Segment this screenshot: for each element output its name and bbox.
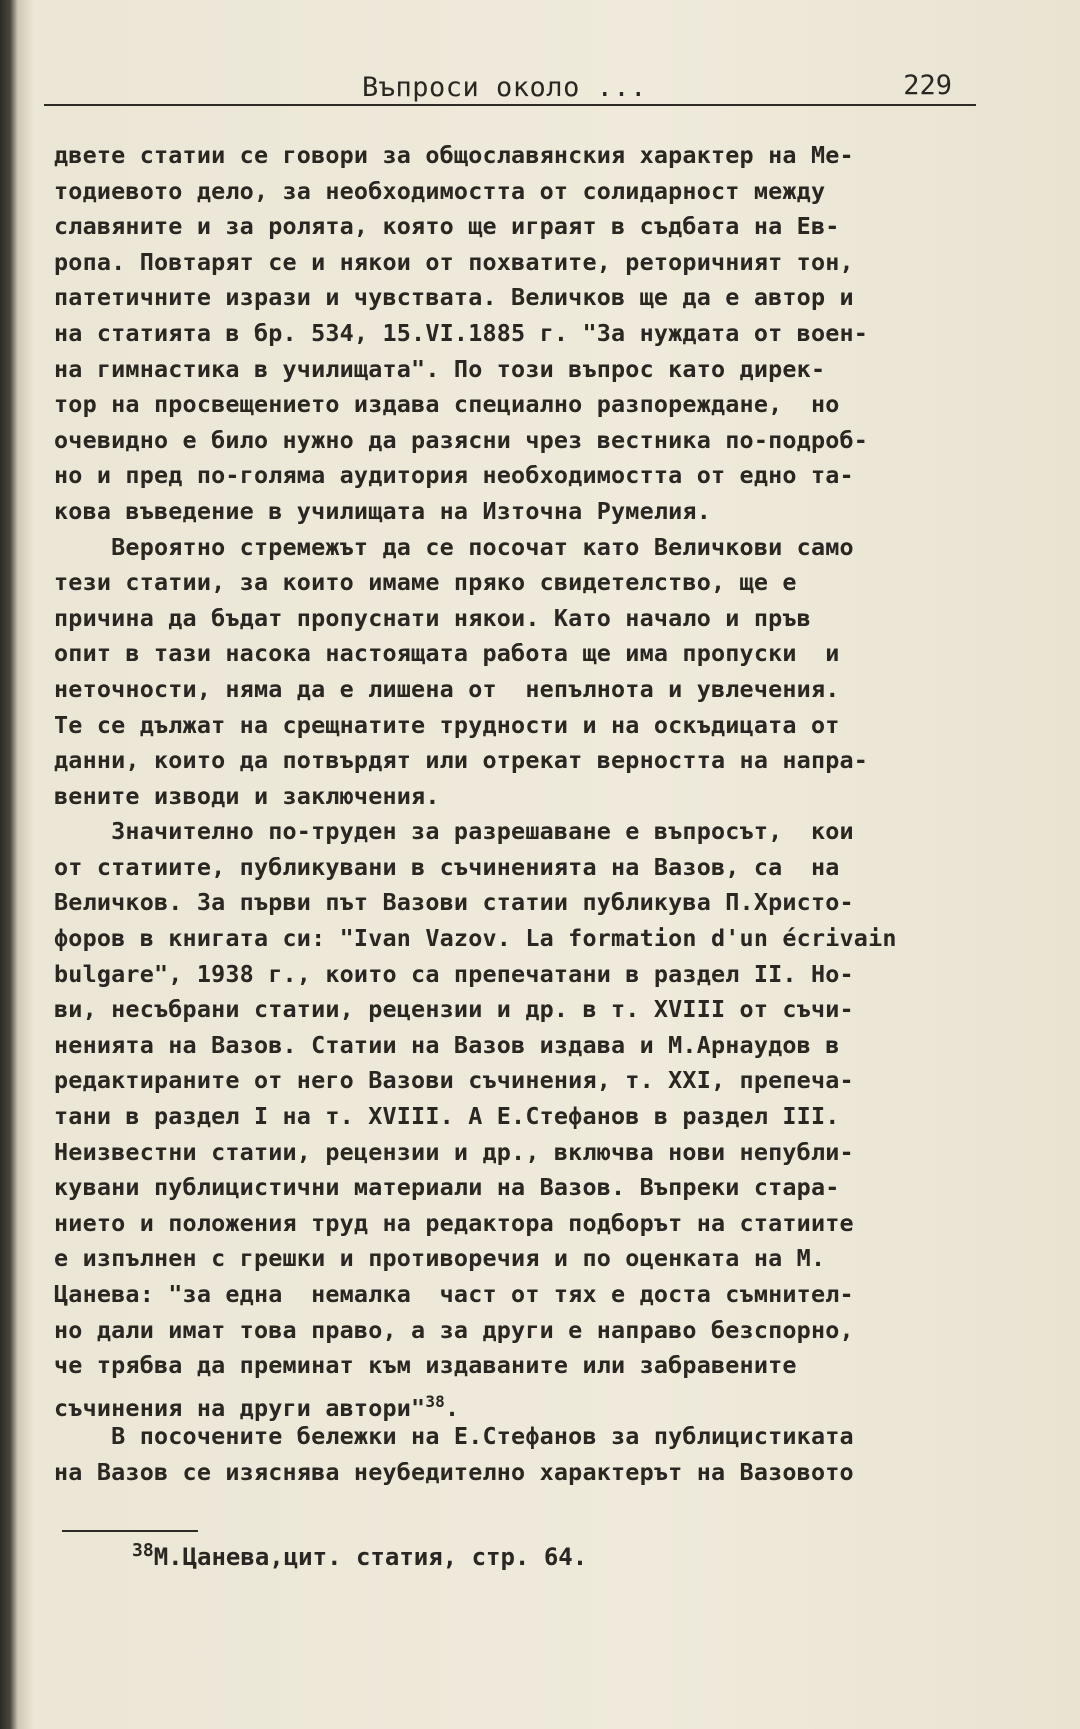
running-title: Въпроси около ... <box>362 72 647 103</box>
text-line: данни, които да потвърдят или отрекат верността на напра- <box>54 746 869 775</box>
text-line: форов в книгата си: "Ivan Vazov. La formation d'un écrivain <box>54 924 897 953</box>
page-number: 229 <box>903 70 952 101</box>
text-line: Вероятно стремежът да се посочат като Величкови само <box>54 532 854 561</box>
text-line: тези статии, за които имаме пряко свидетелство, ще е <box>54 568 797 597</box>
text-line: тор на просвещението издава специално разпореждане, но <box>54 390 840 419</box>
text-line: неточности, няма да е лишена от непълнота и увлечения. <box>54 674 840 703</box>
footnote-divider <box>62 1530 198 1532</box>
text-line: тани в раздел I на т. XVIII. А Е.Стефанов в раздел III. <box>54 1102 840 1131</box>
text-line: редактираните от него Вазови съчинения, т. XXI, препеча- <box>54 1066 854 1095</box>
footnote-reference: 38 <box>425 1391 446 1411</box>
text-line: двете статии се говори за общославянския характер на Ме- <box>54 141 854 169</box>
text-line: на статията в бр. 534, 15.VI.1885 г. "За нуждата от воен- <box>54 318 869 347</box>
text-line: Неизвестни статии, рецензии и др., включва нови непубли- <box>54 1137 854 1166</box>
page-header <box>44 66 976 106</box>
text-line: че трябва да преминат към издаваните или забравените <box>54 1351 797 1380</box>
footnote-number: 38 <box>132 1540 154 1561</box>
text-line: славяните и за ролята, която ще играят в съдбата на Ев- <box>54 212 840 241</box>
text-line: причина да бъдат пропуснати някои. Като начало и пръв <box>54 603 811 632</box>
text-line: Величков. За първи път Вазови статии публикува П.Христо- <box>54 888 854 917</box>
text-line: ропа. Повтарят се и някои от похватите, реторичният тон, <box>54 247 854 276</box>
text-line: опит в тази насока настоящата работа ще има пропуски и <box>54 639 840 668</box>
text-line: Значително по-труден за разрешаване е въпросът, кои <box>54 817 854 846</box>
text-line: на Вазов се изяснява неубедително характерът на Вазовото <box>54 1457 854 1486</box>
text-line: ненията на Вазов. Статии на Вазов издава и М.Арнаудов в <box>54 1030 840 1059</box>
text-line: тодиевото дело, за необходимостта от солидарност между <box>54 176 826 205</box>
text-line: вените изводи и заключения. <box>54 781 440 810</box>
text-line: кувани публицистични материали на Вазов. Въпреки стара- <box>54 1173 840 1202</box>
text-line: Цанева: "за една немалка част от тях е доста съмнител- <box>54 1280 854 1308</box>
text-line: но и пред по-голяма аудитория необходимостта от едно та- <box>54 461 854 490</box>
text-line: очевидно е било нужно да разясни чрез вестника по-подроб- <box>54 425 869 454</box>
footnote <box>132 1540 587 1571</box>
text-line: но дали имат това право, а за други е направо безспорно, <box>54 1315 854 1344</box>
text-line: на гимнастика в училищата". По този въпрос като дирек- <box>54 354 826 383</box>
body-text <box>54 138 994 1491</box>
text-line: патетичните изрази и чувствата. Величков ще да е автор и <box>54 283 854 312</box>
text-line: от статиите, публикувани в съчиненията на Вазов, са на <box>54 852 840 881</box>
text-line: кова въведение в училищата на Източна Румелия. <box>54 496 711 525</box>
text-line: съчинения на други автори"$^{38}$. <box>54 1391 460 1422</box>
text-line: нието и положения труд на редактора подборът на статиите <box>54 1208 854 1237</box>
text-line: bulgare", 1938 г., които са препечатани в раздел II. Но- <box>54 959 854 988</box>
text-line: Те се дължат на срещнатите трудности и на оскъдицата от <box>54 710 840 739</box>
text-line: ви, несъбрани статии, рецензии и др. в т. XVIII от съчи- <box>54 995 854 1024</box>
text-line: В посочените бележки на Е.Стефанов за публицистиката <box>54 1422 854 1451</box>
footnote-text: М.Цанева,цит. статия, стр. 64. <box>153 1543 588 1571</box>
text-line: е изпълнен с грешки и противоречия и по оценката на М. <box>54 1244 826 1273</box>
